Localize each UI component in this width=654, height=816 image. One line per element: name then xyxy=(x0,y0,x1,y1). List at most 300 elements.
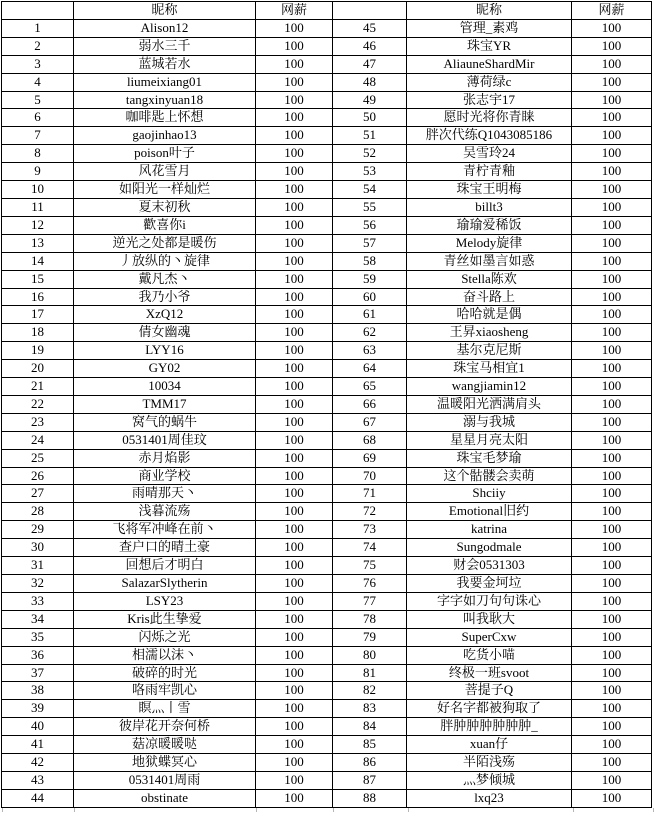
row-index-right: 83 xyxy=(333,700,407,718)
salary-cell-left: 100 xyxy=(256,342,333,360)
salary-cell-left: 100 xyxy=(256,575,333,593)
salary-cell-left: 100 xyxy=(256,557,333,575)
table-row xyxy=(2,754,652,772)
salary-cell-left: 100 xyxy=(256,539,333,557)
salary-cell-left: 100 xyxy=(256,360,333,378)
salary-cell-right: 100 xyxy=(572,270,652,288)
table-row xyxy=(2,378,652,396)
nickname-cell-right: 星星月亮太阳 xyxy=(407,431,572,449)
salary-cell-right: 100 xyxy=(572,539,652,557)
nickname-cell-right: Sungodmale xyxy=(407,539,572,557)
nickname-cell-right: 溺与我城 xyxy=(407,413,572,431)
nickname-cell-left: 雨晴那天丶 xyxy=(74,485,256,503)
nickname-cell-left: 破碎的时光 xyxy=(74,664,256,682)
salary-cell-left: 100 xyxy=(256,378,333,396)
nickname-cell-right: 吴雪玲24 xyxy=(407,145,572,163)
salary-cell-left: 100 xyxy=(256,198,333,216)
header-id-left xyxy=(2,2,74,20)
row-index-left: 9 xyxy=(2,163,74,181)
row-index-right: 72 xyxy=(333,503,407,521)
cutoff-row xyxy=(2,808,654,812)
nickname-cell-left: 10034 xyxy=(74,378,256,396)
salary-cell-left: 100 xyxy=(256,270,333,288)
salary-cell-right: 100 xyxy=(572,395,652,413)
nickname-cell-left: 0531401周雨 xyxy=(74,771,256,789)
salary-cell-left: 100 xyxy=(256,628,333,646)
salary-cell-right: 100 xyxy=(572,55,652,73)
nickname-cell-right: Emotional旧约 xyxy=(407,503,572,521)
row-index-right: 75 xyxy=(333,557,407,575)
row-index-left: 12 xyxy=(2,216,74,234)
nickname-cell-left: Kris此生挚爱 xyxy=(74,610,256,628)
salary-cell-left: 100 xyxy=(256,485,333,503)
row-index-left: 23 xyxy=(2,413,74,431)
header-salary-right: 网薪 xyxy=(572,2,652,20)
table-row xyxy=(2,610,652,628)
salary-cell-right: 100 xyxy=(572,306,652,324)
nickname-cell-right: 薄荷绿c xyxy=(407,73,572,91)
salary-cell-right: 100 xyxy=(572,789,652,807)
table-row xyxy=(2,288,652,306)
row-index-right: 78 xyxy=(333,610,407,628)
table-row xyxy=(2,467,652,485)
nickname-cell-left: 闪烁之光 xyxy=(74,628,256,646)
row-index-left: 18 xyxy=(2,324,74,342)
salary-cell-left: 100 xyxy=(256,19,333,37)
nickname-cell-left: 丿放纵的丶旋律 xyxy=(74,252,256,270)
table-row xyxy=(2,55,652,73)
table-row xyxy=(2,503,652,521)
row-index-left: 30 xyxy=(2,539,74,557)
row-index-left: 35 xyxy=(2,628,74,646)
salary-cell-right: 100 xyxy=(572,449,652,467)
nickname-cell-right: 温暖阳光洒满肩头 xyxy=(407,395,572,413)
salary-cell-left: 100 xyxy=(256,395,333,413)
salary-cell-right: 100 xyxy=(572,181,652,199)
salary-cell-right: 100 xyxy=(572,736,652,754)
nickname-cell-left: LSY23 xyxy=(74,592,256,610)
nickname-cell-left: 浅暮流殇 xyxy=(74,503,256,521)
row-index-right: 55 xyxy=(333,198,407,216)
nickname-cell-right: 珠宝王明梅 xyxy=(407,181,572,199)
table-row xyxy=(2,109,652,127)
salary-cell-left: 100 xyxy=(256,127,333,145)
row-index-left: 7 xyxy=(2,127,74,145)
nickname-cell-right: 珠宝YR xyxy=(407,37,572,55)
nickname-cell-left: obstinate xyxy=(74,789,256,807)
salary-cell-left: 100 xyxy=(256,91,333,109)
nickname-cell-right: 瑜瑜爱稀饭 xyxy=(407,216,572,234)
nickname-cell-left: 逆光之处都是暖伤 xyxy=(74,234,256,252)
row-index-left: 5 xyxy=(2,91,74,109)
header-row xyxy=(2,2,652,20)
row-index-right: 77 xyxy=(333,592,407,610)
nickname-cell-right: 珠宝马相宜1 xyxy=(407,360,572,378)
row-index-left: 26 xyxy=(2,467,74,485)
nickname-cell-left: GY02 xyxy=(74,360,256,378)
salary-cell-left: 100 xyxy=(256,252,333,270)
row-index-left: 37 xyxy=(2,664,74,682)
row-index-right: 60 xyxy=(333,288,407,306)
table-row xyxy=(2,324,652,342)
nickname-cell-left: 查户口的晴土豪 xyxy=(74,539,256,557)
nickname-cell-left: 窝气的蜗牛 xyxy=(74,413,256,431)
salary-cell-left: 100 xyxy=(256,467,333,485)
row-index-left: 21 xyxy=(2,378,74,396)
salary-cell-right: 100 xyxy=(572,198,652,216)
row-index-right: 86 xyxy=(333,754,407,772)
row-index-right: 81 xyxy=(333,664,407,682)
salary-cell-right: 100 xyxy=(572,127,652,145)
nickname-cell-left: 咯雨牢凯心 xyxy=(74,682,256,700)
table-row xyxy=(2,270,652,288)
row-index-right: 85 xyxy=(333,736,407,754)
row-index-right: 57 xyxy=(333,234,407,252)
salary-cell-right: 100 xyxy=(572,252,652,270)
table-row xyxy=(2,575,652,593)
nickname-cell-left: gaojinhao13 xyxy=(74,127,256,145)
salary-cell-left: 100 xyxy=(256,216,333,234)
nickname-cell-right: 我要金坷垃 xyxy=(407,575,572,593)
table-row xyxy=(2,557,652,575)
row-index-left: 1 xyxy=(2,19,74,37)
nickname-cell-left: 咖啡匙上怀想 xyxy=(74,109,256,127)
nickname-cell-left: 商业学校 xyxy=(74,467,256,485)
nickname-cell-left: tangxinyuan18 xyxy=(74,91,256,109)
salary-cell-right: 100 xyxy=(572,431,652,449)
row-index-left: 15 xyxy=(2,270,74,288)
table-row xyxy=(2,360,652,378)
roster-table xyxy=(1,1,652,808)
salary-cell-right: 100 xyxy=(572,592,652,610)
row-index-right: 56 xyxy=(333,216,407,234)
nickname-cell-left: 彼岸花开奈何桥 xyxy=(74,718,256,736)
salary-cell-right: 100 xyxy=(572,234,652,252)
salary-cell-left: 100 xyxy=(256,324,333,342)
nickname-cell-left: TMM17 xyxy=(74,395,256,413)
row-index-left: 13 xyxy=(2,234,74,252)
row-index-right: 58 xyxy=(333,252,407,270)
salary-cell-left: 100 xyxy=(256,37,333,55)
nickname-cell-right: SuperCxw xyxy=(407,628,572,646)
row-index-left: 20 xyxy=(2,360,74,378)
salary-cell-right: 100 xyxy=(572,754,652,772)
salary-cell-left: 100 xyxy=(256,145,333,163)
nickname-cell-left: liumeixiang01 xyxy=(74,73,256,91)
row-index-left: 14 xyxy=(2,252,74,270)
row-index-left: 33 xyxy=(2,592,74,610)
row-index-right: 50 xyxy=(333,109,407,127)
salary-cell-left: 100 xyxy=(256,163,333,181)
row-index-right: 53 xyxy=(333,163,407,181)
nickname-cell-left: 菇凉暖暖哒 xyxy=(74,736,256,754)
salary-cell-left: 100 xyxy=(256,646,333,664)
row-index-left: 32 xyxy=(2,575,74,593)
nickname-cell-left: 相濡以沫丶 xyxy=(74,646,256,664)
row-index-right: 76 xyxy=(333,575,407,593)
table-row xyxy=(2,145,652,163)
nickname-cell-right: 胖次代练Q1043085186 xyxy=(407,127,572,145)
table-row xyxy=(2,592,652,610)
row-index-right: 73 xyxy=(333,521,407,539)
nickname-cell-left: 歡喜你i xyxy=(74,216,256,234)
salary-cell-left: 100 xyxy=(256,181,333,199)
row-index-left: 43 xyxy=(2,771,74,789)
row-index-left: 31 xyxy=(2,557,74,575)
nickname-cell-right: 青柠青釉 xyxy=(407,163,572,181)
row-index-left: 8 xyxy=(2,145,74,163)
row-index-left: 28 xyxy=(2,503,74,521)
salary-cell-left: 100 xyxy=(256,736,333,754)
header-id-right xyxy=(333,2,407,20)
header-nickname-left: 昵称 xyxy=(74,2,256,20)
nickname-cell-left: 风花雪月 xyxy=(74,163,256,181)
nickname-cell-right: 管理_素鸡 xyxy=(407,19,572,37)
table-row xyxy=(2,485,652,503)
nickname-cell-right: Melody旋律 xyxy=(407,234,572,252)
nickname-cell-right: 半陌浅殇 xyxy=(407,754,572,772)
row-index-left: 29 xyxy=(2,521,74,539)
nickname-cell-right: 好名字都被狗取了 xyxy=(407,700,572,718)
salary-cell-right: 100 xyxy=(572,378,652,396)
salary-cell-left: 100 xyxy=(256,771,333,789)
row-index-left: 16 xyxy=(2,288,74,306)
salary-cell-right: 100 xyxy=(572,216,652,234)
nickname-cell-right: 奋斗路上 xyxy=(407,288,572,306)
salary-cell-right: 100 xyxy=(572,37,652,55)
table-row xyxy=(2,771,652,789)
nickname-cell-right: 胖肿肿肿肿肿肿_ xyxy=(407,718,572,736)
row-index-left: 22 xyxy=(2,395,74,413)
table-row xyxy=(2,216,652,234)
salary-cell-left: 100 xyxy=(256,306,333,324)
salary-cell-left: 100 xyxy=(256,664,333,682)
nickname-cell-left: SalazarSlytherin xyxy=(74,575,256,593)
salary-cell-left: 100 xyxy=(256,234,333,252)
table-row xyxy=(2,628,652,646)
row-index-right: 54 xyxy=(333,181,407,199)
table-row xyxy=(2,73,652,91)
nickname-cell-right: 终极一班svoot xyxy=(407,664,572,682)
nickname-cell-right: xuan仔 xyxy=(407,736,572,754)
row-index-left: 10 xyxy=(2,181,74,199)
row-index-left: 44 xyxy=(2,789,74,807)
salary-cell-left: 100 xyxy=(256,288,333,306)
row-index-right: 82 xyxy=(333,682,407,700)
row-index-right: 62 xyxy=(333,324,407,342)
row-index-left: 24 xyxy=(2,431,74,449)
table-row xyxy=(2,682,652,700)
nickname-cell-left: 戴凡杰丶 xyxy=(74,270,256,288)
row-index-right: 70 xyxy=(333,467,407,485)
nickname-cell-right: 字字如刀句句诛心 xyxy=(407,592,572,610)
nickname-cell-right: 哈哈就是偶 xyxy=(407,306,572,324)
salary-cell-right: 100 xyxy=(572,324,652,342)
salary-cell-left: 100 xyxy=(256,109,333,127)
salary-cell-right: 100 xyxy=(572,664,652,682)
salary-cell-left: 100 xyxy=(256,718,333,736)
row-index-right: 64 xyxy=(333,360,407,378)
nickname-cell-left: poison叶子 xyxy=(74,145,256,163)
salary-cell-right: 100 xyxy=(572,646,652,664)
salary-cell-left: 100 xyxy=(256,521,333,539)
salary-cell-left: 100 xyxy=(256,754,333,772)
row-index-right: 68 xyxy=(333,431,407,449)
row-index-right: 59 xyxy=(333,270,407,288)
nickname-cell-left: 瞑灬丨雪 xyxy=(74,700,256,718)
salary-cell-right: 100 xyxy=(572,682,652,700)
salary-cell-right: 100 xyxy=(572,610,652,628)
table-row xyxy=(2,539,652,557)
table-row xyxy=(2,91,652,109)
nickname-cell-right: 愿时光将你青睐 xyxy=(407,109,572,127)
row-index-right: 61 xyxy=(333,306,407,324)
salary-cell-left: 100 xyxy=(256,682,333,700)
nickname-cell-right: 这个骷髅会卖萌 xyxy=(407,467,572,485)
nickname-cell-right: 张志宇17 xyxy=(407,91,572,109)
row-index-right: 69 xyxy=(333,449,407,467)
row-index-left: 40 xyxy=(2,718,74,736)
row-index-left: 38 xyxy=(2,682,74,700)
row-index-left: 17 xyxy=(2,306,74,324)
row-index-right: 46 xyxy=(333,37,407,55)
header-salary-left: 网薪 xyxy=(256,2,333,20)
salary-cell-right: 100 xyxy=(572,557,652,575)
row-index-left: 4 xyxy=(2,73,74,91)
row-index-right: 84 xyxy=(333,718,407,736)
table-row xyxy=(2,37,652,55)
nickname-cell-right: AliauneShardMir xyxy=(407,55,572,73)
table-row xyxy=(2,306,652,324)
table-row xyxy=(2,19,652,37)
nickname-cell-right: 吃货小喵 xyxy=(407,646,572,664)
salary-cell-right: 100 xyxy=(572,771,652,789)
table-row xyxy=(2,342,652,360)
table-row xyxy=(2,646,652,664)
nickname-cell-right: 青丝如墨言如惑 xyxy=(407,252,572,270)
table-row xyxy=(2,449,652,467)
salary-cell-right: 100 xyxy=(572,503,652,521)
row-index-right: 79 xyxy=(333,628,407,646)
row-index-right: 80 xyxy=(333,646,407,664)
row-index-left: 42 xyxy=(2,754,74,772)
salary-cell-right: 100 xyxy=(572,413,652,431)
nickname-cell-left: 赤月焰影 xyxy=(74,449,256,467)
nickname-cell-left: 0531401周佳玟 xyxy=(74,431,256,449)
table-row xyxy=(2,127,652,145)
row-index-left: 41 xyxy=(2,736,74,754)
table-row xyxy=(2,736,652,754)
nickname-cell-right: 基尔克尼斯 xyxy=(407,342,572,360)
salary-cell-left: 100 xyxy=(256,610,333,628)
row-index-left: 39 xyxy=(2,700,74,718)
row-index-right: 63 xyxy=(333,342,407,360)
salary-cell-left: 100 xyxy=(256,431,333,449)
nickname-cell-right: wangjiamin12 xyxy=(407,378,572,396)
nickname-cell-right: 菩提子Q xyxy=(407,682,572,700)
row-index-right: 74 xyxy=(333,539,407,557)
table-row xyxy=(2,252,652,270)
salary-cell-right: 100 xyxy=(572,485,652,503)
salary-cell-left: 100 xyxy=(256,789,333,807)
salary-cell-left: 100 xyxy=(256,700,333,718)
row-index-left: 6 xyxy=(2,109,74,127)
nickname-cell-right: 灬梦倾城 xyxy=(407,771,572,789)
row-index-right: 66 xyxy=(333,395,407,413)
salary-cell-left: 100 xyxy=(256,55,333,73)
salary-cell-right: 100 xyxy=(572,342,652,360)
nickname-cell-left: LYY16 xyxy=(74,342,256,360)
header-nickname-right: 昵称 xyxy=(407,2,572,20)
salary-cell-right: 100 xyxy=(572,467,652,485)
table-row xyxy=(2,664,652,682)
nickname-cell-right: 财会0531303 xyxy=(407,557,572,575)
salary-cell-right: 100 xyxy=(572,718,652,736)
row-index-left: 36 xyxy=(2,646,74,664)
salary-cell-right: 100 xyxy=(572,360,652,378)
salary-cell-left: 100 xyxy=(256,592,333,610)
row-index-right: 48 xyxy=(333,73,407,91)
nickname-cell-left: 我乃小爷 xyxy=(74,288,256,306)
salary-cell-left: 100 xyxy=(256,449,333,467)
nickname-cell-right: billt3 xyxy=(407,198,572,216)
table-row xyxy=(2,181,652,199)
salary-cell-right: 100 xyxy=(572,288,652,306)
row-index-right: 87 xyxy=(333,771,407,789)
nickname-cell-left: 飞将军冲峰在前丶 xyxy=(74,521,256,539)
salary-cell-right: 100 xyxy=(572,700,652,718)
row-index-right: 65 xyxy=(333,378,407,396)
row-index-right: 88 xyxy=(333,789,407,807)
table-row xyxy=(2,700,652,718)
row-index-left: 25 xyxy=(2,449,74,467)
row-index-right: 45 xyxy=(333,19,407,37)
nickname-cell-right: Stella陈欢 xyxy=(407,270,572,288)
nickname-cell-right: 王昇xiaosheng xyxy=(407,324,572,342)
table-row xyxy=(2,395,652,413)
salary-cell-right: 100 xyxy=(572,575,652,593)
salary-cell-right: 100 xyxy=(572,521,652,539)
table-row xyxy=(2,234,652,252)
nickname-cell-left: 倩女幽魂 xyxy=(74,324,256,342)
nickname-cell-left: Alison12 xyxy=(74,19,256,37)
row-index-right: 52 xyxy=(333,145,407,163)
nickname-cell-right: katrina xyxy=(407,521,572,539)
salary-cell-right: 100 xyxy=(572,73,652,91)
row-index-left: 3 xyxy=(2,55,74,73)
nickname-cell-right: Shciiy xyxy=(407,485,572,503)
salary-cell-right: 100 xyxy=(572,163,652,181)
table-row xyxy=(2,718,652,736)
row-index-right: 71 xyxy=(333,485,407,503)
salary-cell-right: 100 xyxy=(572,19,652,37)
nickname-cell-left: 蓝城若水 xyxy=(74,55,256,73)
salary-cell-right: 100 xyxy=(572,109,652,127)
salary-cell-right: 100 xyxy=(572,145,652,163)
nickname-cell-left: 回想后才明白 xyxy=(74,557,256,575)
table-body xyxy=(2,19,652,807)
row-index-right: 49 xyxy=(333,91,407,109)
table-row xyxy=(2,198,652,216)
table-row xyxy=(2,521,652,539)
nickname-cell-left: 夏末初秋 xyxy=(74,198,256,216)
row-index-right: 67 xyxy=(333,413,407,431)
nickname-cell-left: XzQ12 xyxy=(74,306,256,324)
nickname-cell-left: 地狱蝶冥心 xyxy=(74,754,256,772)
salary-cell-right: 100 xyxy=(572,91,652,109)
row-index-left: 27 xyxy=(2,485,74,503)
row-index-left: 34 xyxy=(2,610,74,628)
